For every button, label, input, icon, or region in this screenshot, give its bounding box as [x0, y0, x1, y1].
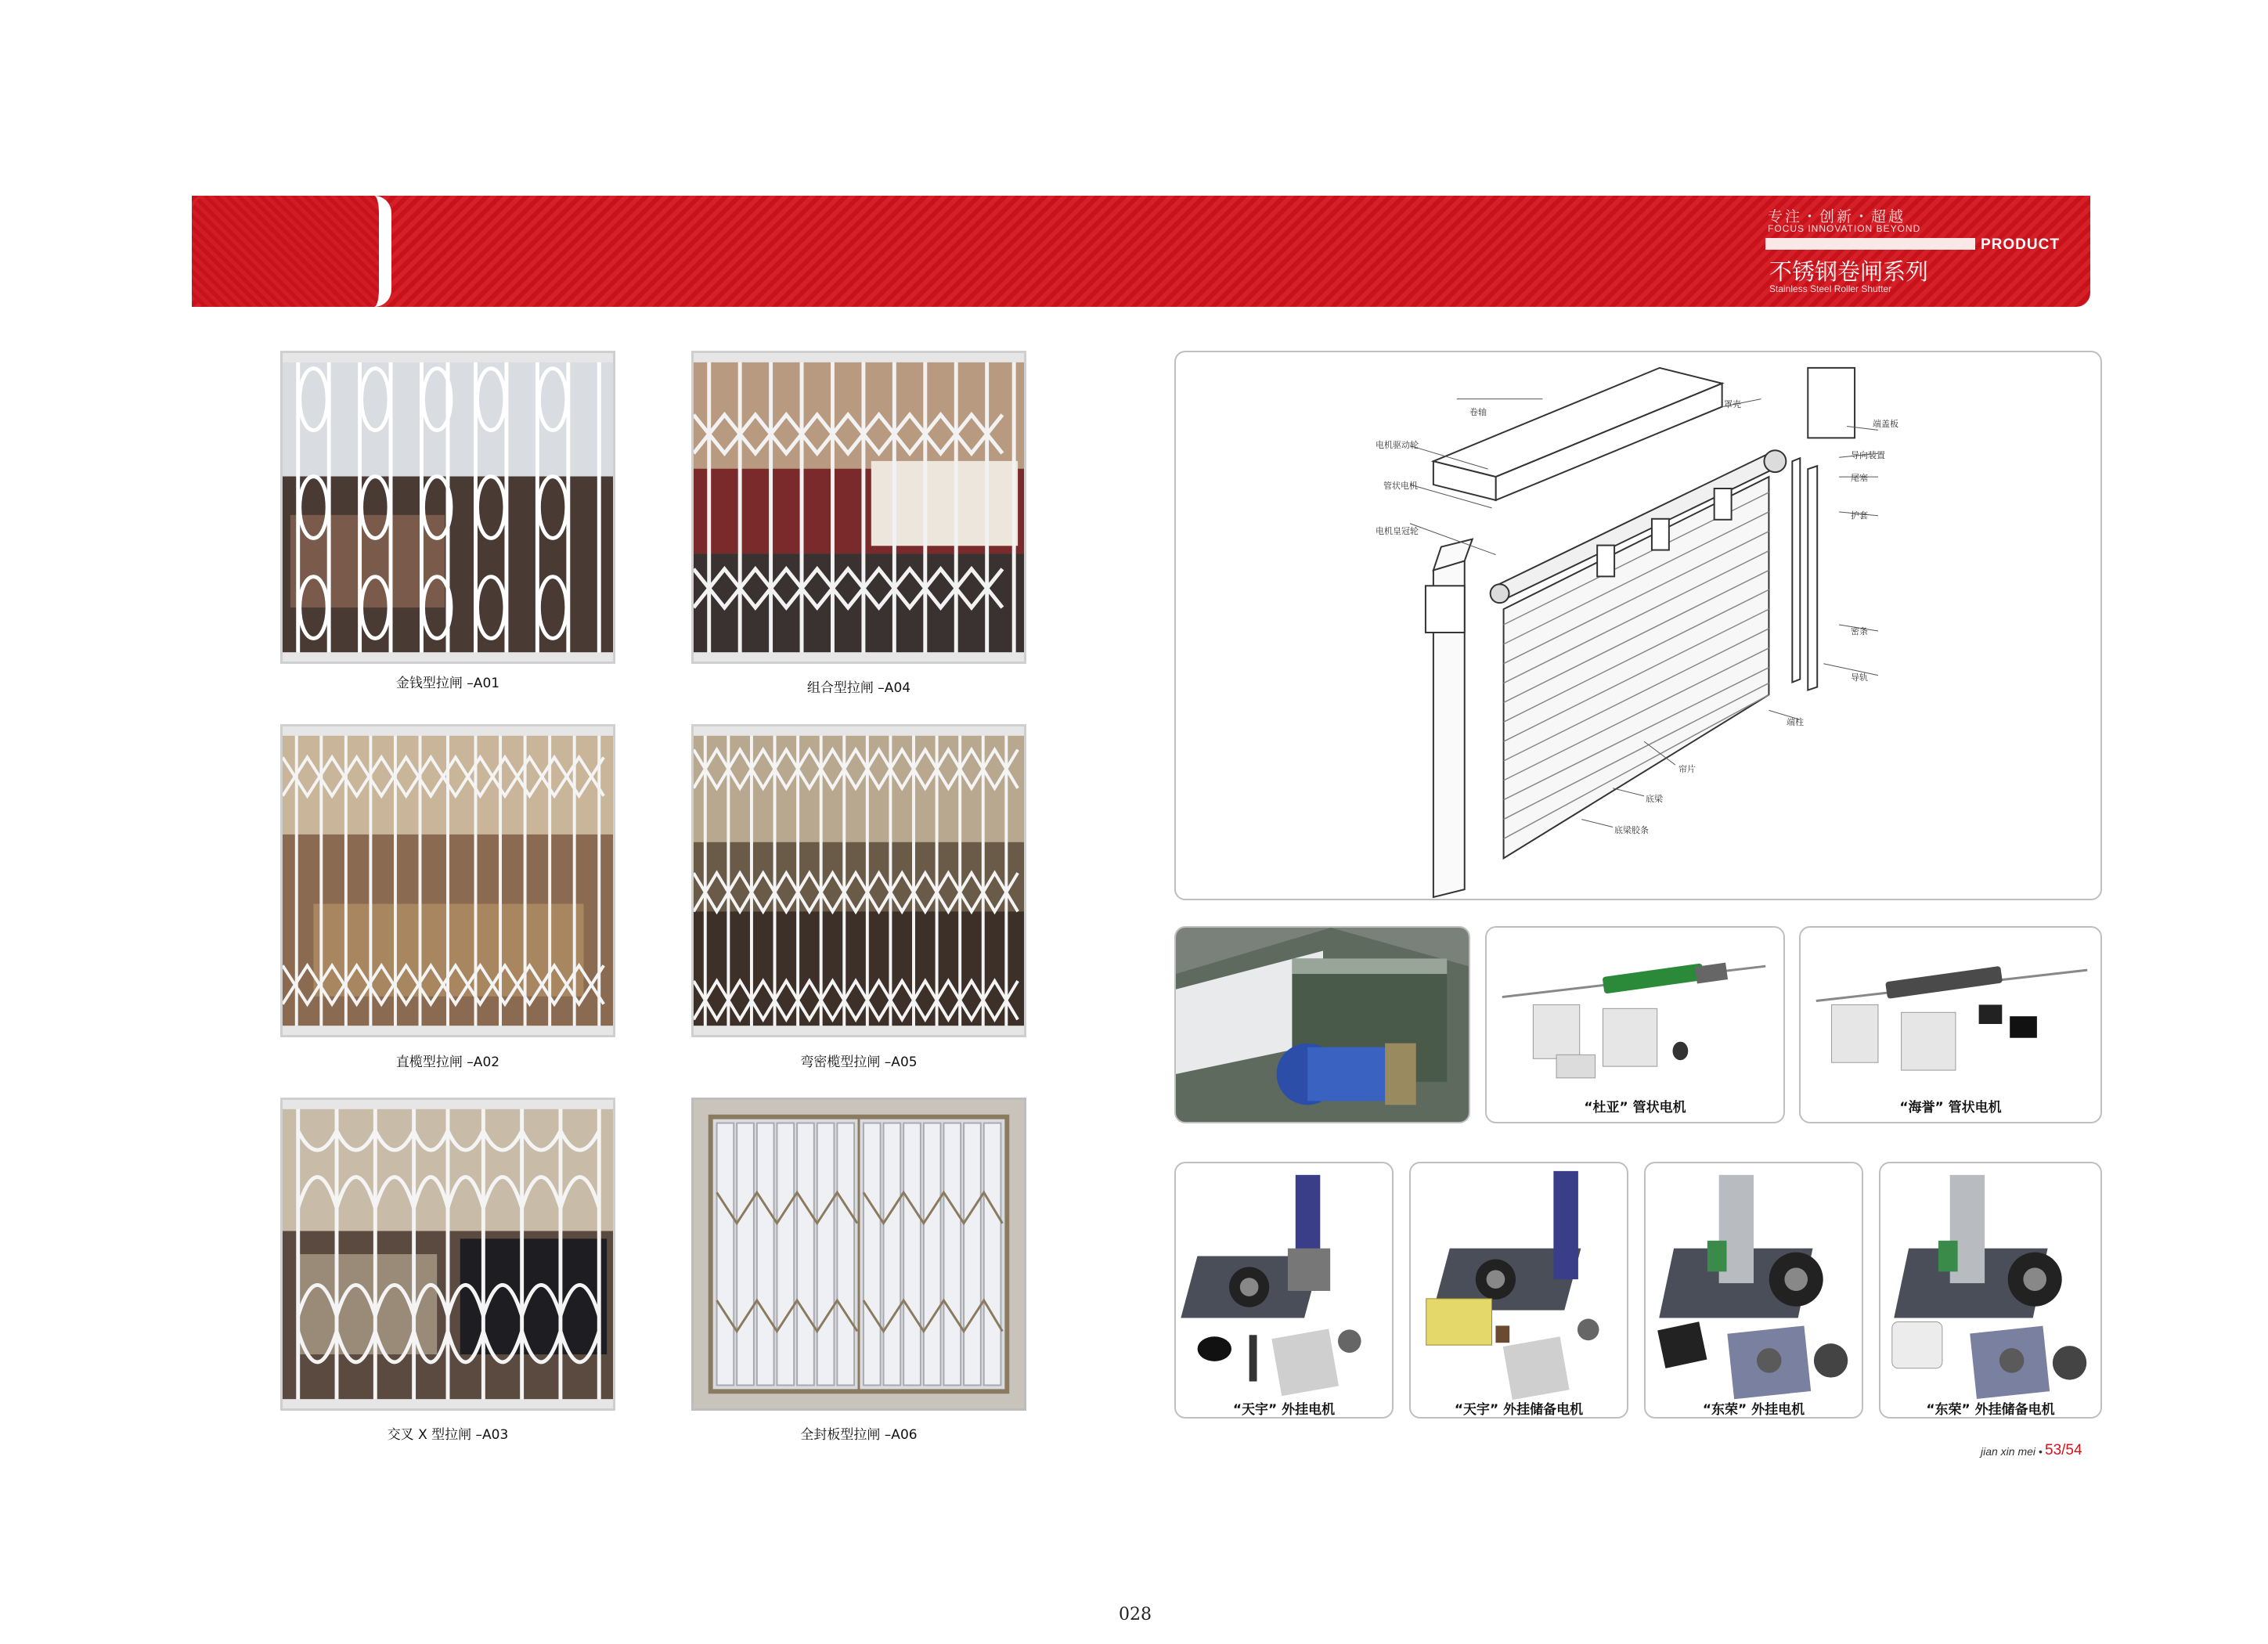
section-title: 不锈钢卷闸系列: [1769, 258, 1929, 285]
label-end-plate: 端盖板: [1873, 419, 1898, 429]
label-pillar: 端柱: [1787, 717, 1804, 727]
label-guide-device: 导向装置: [1851, 450, 1885, 460]
slogan-en: FOCUS INNOVATION BEYOND: [1768, 223, 1921, 234]
label-tail-stop: 尾塞: [1851, 473, 1868, 483]
motor-panel-duya: [1485, 926, 1785, 1123]
label-guide-rail: 导轨: [1851, 672, 1868, 683]
motor-caption-dongrong: “东荣” 外挂电机: [1702, 1402, 1805, 1418]
label-sleeve: 护套: [1851, 510, 1868, 521]
motor-caption-dongrong-backup: “东荣” 外挂储备电机: [1926, 1402, 2055, 1418]
shutter-exploded-diagram: [1176, 352, 2100, 899]
motor-panel-tianyu: [1174, 1162, 1394, 1419]
label-motor-crown: 电机皇冠轮: [1376, 526, 1419, 536]
label-bottom-rubber: 底梁胶条: [1614, 825, 1649, 835]
label-seal-strip: 密条: [1851, 626, 1868, 636]
product-bar: [1765, 238, 1975, 250]
motor-caption-haiyu: “海誉” 管状电机: [1899, 1100, 2002, 1116]
gate-photo-a01: [280, 351, 615, 664]
gate-photo-a04: [691, 351, 1026, 664]
slogan-cn: 专注・创新・超越: [1768, 208, 1906, 225]
footer-page-pair: 53/54: [2045, 1442, 2082, 1458]
label-cover: 罩壳: [1724, 399, 1741, 409]
gate-photo-a02: [280, 724, 615, 1037]
motor-caption-tianyu-backup: “天宇” 外挂储备电机: [1454, 1402, 1584, 1418]
label-tube-motor: 管状电机: [1383, 481, 1418, 491]
motor-panel-dongrong: [1644, 1162, 1863, 1419]
label-axis: 卷轴: [1469, 407, 1487, 417]
page-number: 028: [1119, 1605, 1152, 1624]
label-slat: 帘片: [1678, 764, 1696, 774]
motor-panel-dongrong-backup: [1879, 1162, 2102, 1419]
gate-caption-a02: 直榄型拉闸 –A02: [395, 1055, 500, 1070]
gate-photo-a06: [691, 1098, 1026, 1411]
gate-photo-a05: [691, 724, 1026, 1037]
header-tab: [192, 196, 391, 307]
product-label: PRODUCT: [1981, 236, 2060, 253]
gate-caption-a01: 金钱型拉闸 –A01: [395, 676, 500, 691]
motor-panel-tianyu-backup: [1409, 1162, 1628, 1419]
section-title-en: Stainless Steel Roller Shutter: [1769, 283, 1892, 294]
label-bottom-beam: 底梁: [1646, 794, 1663, 804]
motor-panel-haiyu: [1799, 926, 2102, 1123]
gate-caption-a04: 组合型拉闸 –A04: [806, 680, 911, 696]
label-tube-motor-wheel: 电机驱动轮: [1376, 440, 1419, 450]
motor-caption-tianyu: “天宇” 外挂电机: [1232, 1402, 1336, 1418]
gate-caption-a03: 交叉 X 型拉闸 –A03: [387, 1427, 509, 1443]
gate-photo-a03: [280, 1098, 615, 1411]
gate-caption-a05: 弯密榄型拉闸 –A05: [800, 1055, 918, 1070]
motor-caption-duya: “杜亚” 管状电机: [1584, 1100, 1686, 1116]
motor-install-photo-panel: [1174, 926, 1470, 1123]
gate-caption-a06: 全封板型拉闸 –A06: [800, 1427, 918, 1443]
footer-brand: jian xin mei •: [1981, 1445, 2043, 1458]
shutter-diagram-panel: [1174, 351, 2102, 900]
